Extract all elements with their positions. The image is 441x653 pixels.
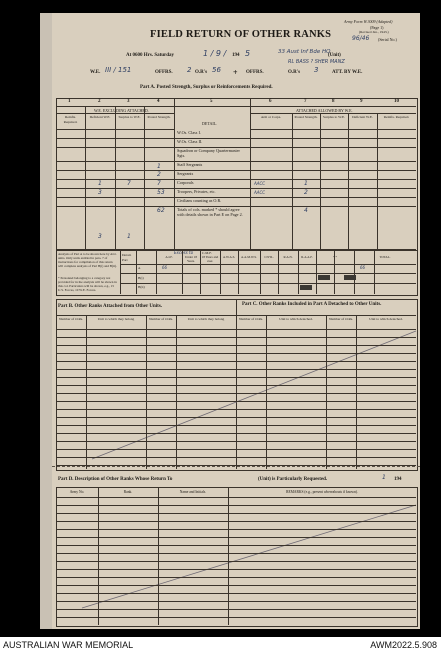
partd-row-rule xyxy=(56,537,416,538)
analysis-header: R.A.A.F. xyxy=(301,255,313,259)
analysis-detail-label: Detail. xyxy=(122,253,132,257)
detail-cell: Staff Sergeants xyxy=(177,162,203,167)
att-by-we-label: ATT. BY W.E. xyxy=(332,70,363,75)
analysis-a-cell: 66 xyxy=(162,265,168,270)
partbc-header-rule xyxy=(56,329,416,330)
partb-header: Unit to which they belong xyxy=(187,317,225,321)
detail-cell: Civilians counting as O.R. xyxy=(177,198,222,203)
partbc-row-rule xyxy=(56,361,416,362)
column-number: 7 xyxy=(304,99,307,104)
column-header: Deficient W.E. xyxy=(352,115,373,119)
detail-label: DETAIL. xyxy=(202,121,218,126)
partbc-row-rule xyxy=(56,401,416,402)
part-d-year-label: 194 xyxy=(394,477,402,482)
partd-row-rule xyxy=(56,609,416,610)
partbc-row-rule xyxy=(56,409,416,410)
part-d-title-tail: (Unit) is Particularly Requested. xyxy=(258,477,328,482)
form-title: FIELD RETURN OF OTHER RANKS xyxy=(150,29,332,40)
partd-row-rule xyxy=(56,601,416,602)
footer-bar xyxy=(0,637,441,653)
arm-corps-cell: AACC xyxy=(254,181,266,186)
column-number: 9 xyxy=(360,99,363,104)
partd-header: Army No. xyxy=(69,490,85,494)
ors-label: O.R's xyxy=(195,70,208,75)
partbc-column-divider xyxy=(176,315,177,469)
year-label: 194 xyxy=(232,53,240,58)
partbc-column-divider xyxy=(266,315,267,469)
posted-strength-cell: 7 xyxy=(157,180,161,187)
analysis-header: A.I.F. xyxy=(165,255,173,259)
posted-strength-cell: 2 xyxy=(157,171,161,178)
blocked-cell xyxy=(318,275,330,280)
binding-strip xyxy=(40,13,52,629)
partd-column-divider xyxy=(228,487,229,625)
unit-label: (Unit) xyxy=(328,53,341,58)
offrs-label: OFFRS. xyxy=(155,70,173,75)
partbc-row-rule xyxy=(56,425,416,426)
detail-cell: W.Os. Class I. xyxy=(177,130,201,135)
blocked-cell xyxy=(300,285,312,290)
attached-posted-cell: 2 xyxy=(304,189,308,196)
partbc-row-rule xyxy=(56,353,416,354)
we-excluding-attached-label: W.E. EXCLUDING ATTACHED. xyxy=(94,108,149,113)
analysis-column-divider xyxy=(136,250,137,294)
analysis-row-label: A xyxy=(138,266,141,270)
posted-strength-cell: 62 xyxy=(157,207,165,214)
detail-cell: Totals of cols. marked * should agree with details shown in Part E on Page 2. xyxy=(177,207,243,217)
column-header: Arm or Corps. xyxy=(260,115,282,119)
analysis-column-divider xyxy=(120,250,121,294)
partd-row-rule xyxy=(56,561,416,562)
footer-accession: AWM2022.5.908 xyxy=(370,640,437,650)
analysis-header: TOTAL. xyxy=(379,255,391,259)
analysis-part-label: Part xyxy=(122,258,128,262)
partb-header: Number of O.Rs. xyxy=(58,317,84,321)
column-divider xyxy=(174,98,175,249)
attached-posted-cell: 1 xyxy=(304,180,308,187)
column-divider xyxy=(377,113,378,249)
partd-row-rule xyxy=(56,577,416,578)
partd-row-rule xyxy=(56,521,416,522)
column-header: Posted Strength. xyxy=(147,115,171,119)
partd-header: Name and Initials. xyxy=(179,490,207,494)
column-divider xyxy=(85,106,86,249)
blocked-cell xyxy=(344,275,356,280)
partd-column-divider xyxy=(158,487,159,625)
ors-att-value: 3 xyxy=(314,66,319,74)
corporals-surplus-mark: 7 xyxy=(127,180,131,187)
form-sheet xyxy=(52,13,420,629)
partbc-row-rule xyxy=(56,433,416,434)
column-header: Posted Strength. xyxy=(294,115,318,119)
detail-cell: W.Os. Class II. xyxy=(177,139,203,144)
partbc-column-divider xyxy=(356,315,357,469)
column-header: Surplus to W.E. xyxy=(118,115,141,119)
analysis-a-cell: 66 xyxy=(360,265,366,270)
analysis-header: CIVIL. xyxy=(264,255,274,259)
partd-row-rule xyxy=(56,617,416,618)
analysis-header: A.A.M.W.S. xyxy=(241,255,257,259)
column-number: 4 xyxy=(157,99,160,104)
detail-cell: Squadron or Company Quartermaster Sgts. xyxy=(177,148,240,158)
serial-value: 96/46 xyxy=(352,35,370,42)
partbc-row-rule xyxy=(56,337,416,338)
part-d-date-value: 1 xyxy=(382,474,386,481)
analysis-row-label: B(i) xyxy=(138,275,144,280)
column-number: 2 xyxy=(98,99,101,104)
analysis-header: R.A.N. xyxy=(283,255,293,259)
column-number: 10 xyxy=(394,99,399,104)
column-divider xyxy=(292,113,293,249)
attached-allowed-label: ATTACHED ALLOWED BY W.E. xyxy=(296,108,353,113)
year-value: 5 xyxy=(245,49,251,58)
serial-label: (Serial No.) xyxy=(378,37,397,42)
table-row-rule xyxy=(56,249,416,250)
plus-sign: + xyxy=(233,68,238,77)
partd-row-rule xyxy=(56,569,416,570)
page-number: (Page 1) xyxy=(370,25,384,30)
partd-row-rule xyxy=(56,513,416,514)
column-number: 5 xyxy=(210,99,213,104)
offrs-value: 2 xyxy=(187,66,192,74)
offrs-att-label: OFFRS. xyxy=(246,70,264,75)
analysis-row-rule xyxy=(120,273,416,274)
column-number: 8 xyxy=(332,99,335,104)
partd-row-rule xyxy=(56,505,416,506)
footer-source: AUSTRALIAN WAR MEMORIAL xyxy=(3,640,134,650)
partc-header: Number of O.Rs. xyxy=(328,317,354,321)
part-a-title: Part A. Posted Strength, Surplus or Reinforcements Required. xyxy=(140,85,273,90)
column-header: Reinfts. Required. xyxy=(63,115,78,124)
analysis-note: * Personnel belonging to a category not provided for in the analysis will be shown in this col. Particulars will be shown, e.g., 15 U.S. Forces, 10 W.E. Forces. xyxy=(58,276,117,292)
partd-header: REMARKS (e.g., present whereabouts if known). xyxy=(286,490,358,494)
analysis-header: A.W.A.S. xyxy=(222,255,236,259)
partbc-row-rule xyxy=(56,369,416,370)
analysis-handwritten-note: Excess to xyxy=(174,250,194,255)
partd-column-divider xyxy=(98,487,99,625)
analysis-header: 18 Years and over. xyxy=(201,255,219,263)
partc-header: Unit to which detached. xyxy=(369,317,403,321)
partd-row-rule xyxy=(56,529,416,530)
detail-cell: Sergeants xyxy=(177,171,194,176)
troopers-deficient-mark: 3 xyxy=(98,189,102,196)
posted-strength-cell: 53 xyxy=(157,189,165,196)
partbc-column-divider xyxy=(86,315,87,469)
unit-value-line2: RL BASS ? SHER MANZ xyxy=(288,59,345,65)
part-c-title: Part C. Other Ranks Included in Part A Detached to Other Units. xyxy=(242,302,382,307)
attached-posted-cell: 4 xyxy=(304,207,308,214)
revised-date: (Revised Jan., 1943.) xyxy=(359,30,389,34)
partbc-row-rule xyxy=(56,457,416,458)
partbc-row-rule xyxy=(56,377,416,378)
at-label: At 0600 Hrs. Saturday xyxy=(126,53,175,58)
totals-deficient-mark: 3 xyxy=(98,233,102,240)
partbc-row-rule xyxy=(56,345,416,346)
partbc-row-rule xyxy=(56,385,416,386)
detail-cell: Troopers, Privates, etc. xyxy=(177,189,216,194)
partd-row-rule xyxy=(56,593,416,594)
unit-value: 33 Aust Inf Bde HQ xyxy=(278,49,331,55)
partbc-column-divider xyxy=(146,315,147,469)
column-divider xyxy=(115,106,116,249)
column-header: Reinfts. Required. xyxy=(383,115,410,119)
we-label: W.E. xyxy=(90,70,101,75)
partc-header: Number of O.Rs. xyxy=(238,317,264,321)
partc-header: Unit to which detached. xyxy=(279,317,313,321)
part-b-title: Part B. Other Ranks Attached from Other Units. xyxy=(58,304,163,309)
analysis-header: Under 18 Years. xyxy=(185,255,197,263)
column-divider xyxy=(144,106,145,249)
detail-cell: Corporals xyxy=(177,180,194,185)
we-value: III / 151 xyxy=(105,66,132,74)
part-d-title: Part D. Description of Other Ranks Whose Return To xyxy=(58,477,173,482)
analysis-header: * * xyxy=(333,255,337,259)
partbc-row-rule xyxy=(56,393,416,394)
column-number: 3 xyxy=(127,99,130,104)
partd-row-rule xyxy=(56,545,416,546)
column-divider xyxy=(250,98,251,249)
column-number: 1 xyxy=(68,99,71,104)
partbc-row-rule xyxy=(56,417,416,418)
partbc-row-rule xyxy=(56,449,416,450)
column-number: 6 xyxy=(269,99,272,104)
analysis-cmf-label: C.M.F. xyxy=(202,251,212,255)
totals-surplus-mark: 1 xyxy=(127,233,131,240)
column-divider xyxy=(320,113,321,249)
column-divider xyxy=(348,113,349,249)
arm-corps-cell: AACC xyxy=(254,190,266,195)
analysis-instructions: Analysis of Part A to be shown here by ALL units. Only units entitled in para. 7 of instructions for compilation of this return will complete analysis of Part B(i) and B(ii). xyxy=(58,252,117,268)
partd-header: Rank. xyxy=(123,490,133,494)
analysis-row-rule xyxy=(120,283,416,284)
column-header: Deficient W.E. xyxy=(89,115,111,119)
staff-sergeant-mark: 1 xyxy=(157,163,161,170)
partb-header: Unit to which they belong xyxy=(97,317,135,321)
ors-att-label: O.R's xyxy=(288,70,301,75)
column-header: Surplus to W.E. xyxy=(323,115,345,119)
partbc-column-divider xyxy=(326,315,327,469)
form-number: Army Form W.3009 (Adapted) xyxy=(344,19,393,24)
partd-row-rule xyxy=(56,585,416,586)
ors-value: 56 xyxy=(212,66,221,74)
strike-line-b xyxy=(92,331,416,459)
analysis-row-label: B(ii) xyxy=(138,285,145,289)
partd-header-rule xyxy=(56,497,416,498)
corporals-deficient-mark: 1 xyxy=(98,180,102,187)
partbc-row-rule xyxy=(56,465,416,466)
partd-row-rule xyxy=(56,553,416,554)
partb-header: Number of O.Rs. xyxy=(148,317,174,321)
partbc-row-rule xyxy=(56,441,416,442)
date-value: 1 / 9 / xyxy=(203,49,227,58)
